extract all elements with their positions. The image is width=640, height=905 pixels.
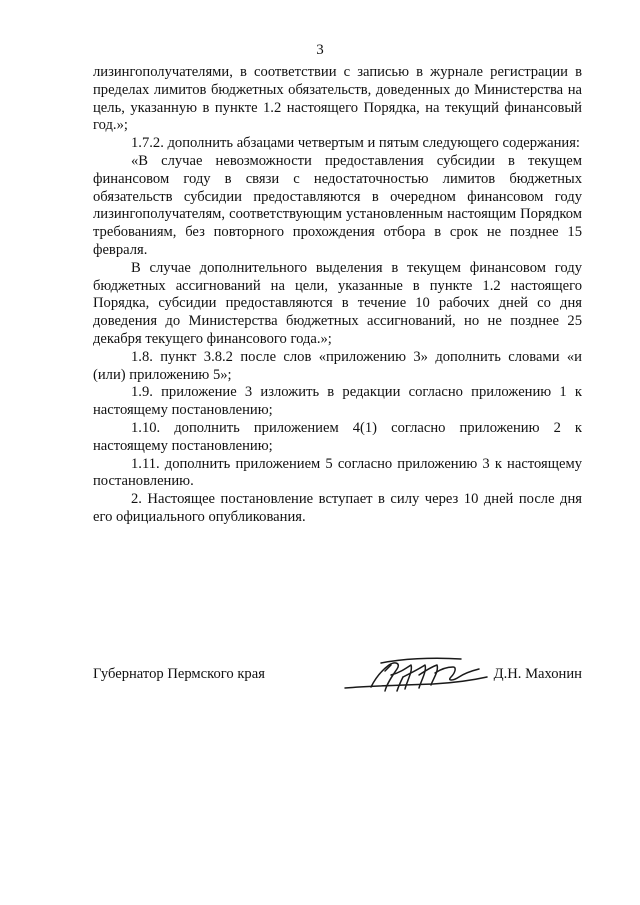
paragraph-1-11: 1.11. дополнить приложением 5 согласно приложению 3 к настоящему постановлению.	[93, 455, 582, 490]
paragraph-quote-1: «В случае невозможности предоставления субсидии в текущем финансовом году в связи с недостаточностью лимитов бюджетных обязательств субсидии предоставляются в очередном финансовом году лизингополучателям, соответствующим установленным настоящим Порядком требованиям, без повторного прохождения отбора в срок не позднее 15 февраля.	[93, 152, 582, 258]
paragraph-2: 2. Настоящее постановление вступает в силу через 10 дней после дня его официального опубликования.	[93, 491, 582, 525]
signature-block	[93, 655, 582, 700]
signer-title: Губернатор Пермского края	[93, 666, 265, 682]
paragraph-1-9: 1.9. приложение 3 изложить в редакции согласно приложению 1 к настоящему постановлению;	[93, 384, 582, 419]
paragraph-1-7-2: 1.7.2. дополнить абзацами четвертым и пятым следующего содержания:	[131, 135, 580, 152]
document-body	[93, 64, 582, 527]
paragraph-1: лизингополучателями, в соответствии с записью в журнале регистрации в пределах лимитов бюджетных обязательств, доведенных до Министерства на цель, указанную в пункте 1.2 настоящего Порядка, на текущий финансовый год.»;	[93, 64, 582, 134]
signature-strokes	[345, 658, 487, 691]
signer-name: Д.Н. Махонин	[493, 666, 582, 682]
paragraph-1-8: 1.8. пункт 3.8.2 после слов «приложению 3» дополнить словами «и (или) приложению 5»;	[93, 348, 582, 383]
paragraph-quote-2: В случае дополнительного выделения в текущем финансовом году бюджетных ассигнований на цели, указанные в пункте 1.2 настоящего Порядка, субсидии предоставляются в течение 10 рабочих дней со дня доведения до Министерства бюджетных ассигнований, но не позднее 25 декабря текущего финансового года.»;	[93, 259, 582, 347]
paragraph-1-10: 1.10. дополнить приложением 4(1) согласно приложению 2 к настоящему постановлению;	[93, 419, 582, 454]
page-number: 3	[316, 42, 324, 58]
handwritten-signature	[341, 655, 491, 697]
